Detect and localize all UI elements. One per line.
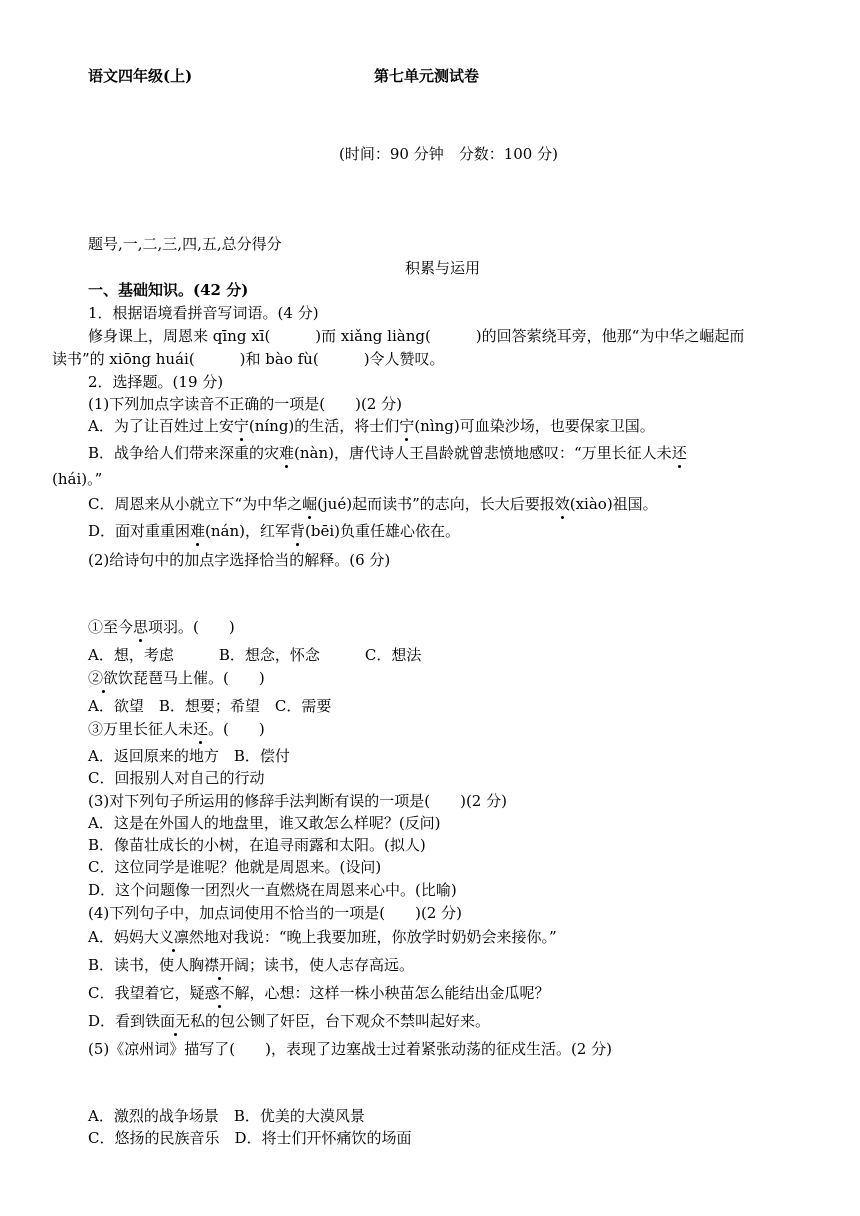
poem-item-2-options: A．欲望 B．想要；希望 C．需要: [88, 697, 332, 715]
option-c: C．我望着它，疑惑不解，心想：这样一株小秧苗怎么能结出金瓜呢？: [88, 984, 550, 1002]
poem-item-3-options: A．返回原来的地方 B．偿付: [88, 747, 290, 765]
dotted-char: 效: [554, 495, 570, 513]
subquestion-1-stem: (1)下列加点字读音不正确的一项是( )(2 分): [88, 395, 402, 413]
option-b: B．像苗壮成长的小树，在追寻雨露和太阳。(拟人): [88, 836, 426, 854]
poem-item-1: ①至今思项羽。( ): [88, 618, 235, 636]
score-table-row: 题号,一,二,三,四,五,总分得分: [88, 235, 282, 253]
dotted-char: 宁: [233, 417, 249, 435]
section-heading: 积累与运用: [405, 259, 481, 277]
dotted-char: 难: [190, 522, 206, 540]
dotted-char: 崛: [302, 495, 318, 513]
option-a: A．妈妈大义凛然地对我说：“晚上我要加班，你放学时奶奶会来接你。”: [88, 928, 557, 946]
option-b-continued: (hái)。”: [52, 470, 103, 488]
dotted-char: 难: [279, 444, 295, 462]
subquestion-3-stem: (3)对下列句子所运用的修辞手法判断有误的一项是( )(2 分): [88, 792, 507, 810]
question-2-stem: 2．选择题。(19 分): [88, 373, 224, 391]
option-a: A．这是在外国人的地盘里，谁又敢怎么样呢？(反问): [88, 814, 441, 832]
dotted-char: ②欲: [88, 669, 119, 687]
poem-item-3: ③万里长征人未还。( ): [88, 720, 265, 738]
subquestion-2-stem: (2)给诗句中的加点字选择恰当的解释。(6 分): [88, 551, 391, 569]
option-b: B．战争给人们带来深重的灾难(nàn)，唐代诗人王昌龄就曾悲愤地感叹：“万里长征人未还: [88, 444, 687, 462]
option-c: C．这位同学是谁呢？他就是周恩来。(设问): [88, 858, 382, 876]
question-1-line: 读书”的 xiōng huái( )和 bào fù( )令人赞叹。: [52, 350, 445, 368]
poem-item-2: ②欲饮琵琶马上催。( ): [88, 669, 265, 687]
subquestion-5-options: A．激烈的战争场景 B．优美的大漠风景: [88, 1107, 365, 1125]
dotted-phrase: 胸襟开阔: [189, 956, 250, 974]
question-1-stem: 1．根据语境看拼音写词语。(4 分): [88, 304, 319, 322]
subject-label: 语文四年级(上): [88, 67, 193, 85]
option-a: A．为了让百姓过上安宁(níng)的生活，将士们宁(nìng)可血染沙场，也要保家卫国。: [88, 417, 655, 435]
option-d: D．看到铁面无私的包公铡了奸臣，台下观众不禁叫起好来。: [88, 1012, 491, 1030]
subquestion-5-options: C．悠扬的民族音乐 D．将士们开怀痛饮的场面: [88, 1129, 412, 1147]
dotted-phrase: 疑惑不解: [189, 984, 250, 1002]
poem-item-3-options: C．回报别人对自己的行动: [88, 769, 265, 787]
dotted-char: 还: [671, 444, 687, 462]
option-d: D．面对重重困难(nán)，红军背(bēi)负重任雄心依在。: [88, 522, 461, 540]
part-heading: 一、基础知识。(42 分): [88, 281, 249, 299]
option-b: B．读书，使人胸襟开阔；读书，使人志存高远。: [88, 956, 415, 974]
page-title: 第七单元测试卷: [374, 67, 480, 85]
subquestion-5-stem: (5)《凉州词》描写了( )，表现了边塞战士过着紧张动荡的征戍生活。(2 分): [88, 1040, 612, 1058]
dotted-char: 还: [193, 720, 209, 738]
dotted-phrase: 大义凛然: [143, 928, 204, 946]
dotted-char: 宁: [399, 417, 415, 435]
poem-item-1-options: A．想，考虑 B．想念，怀念 C．想法: [88, 646, 422, 664]
subquestion-4-stem: (4)下列句子中，加点词使用不恰当的一项是( )(2 分): [88, 904, 462, 922]
dotted-char: 思: [133, 618, 149, 636]
option-c: C．周恩来从小就立下“为中华之崛(jué)起而读书”的志向，长大后要报效(xiào)祖国。: [88, 495, 658, 513]
dotted-char: 背: [290, 522, 306, 540]
question-1-line: 修身课上，周恩来 qīng xī( )而 xiǎng liàng( )的回答萦绕耳旁，他那“为中华之崛起而: [88, 327, 745, 345]
option-d: D．这个问题像一团烈火一直燃烧在周恩来心中。(比喻): [88, 881, 457, 899]
dotted-phrase: 铁面无私: [145, 1012, 206, 1030]
exam-meta: (时间：90 分钟 分数：100 分): [339, 145, 558, 163]
